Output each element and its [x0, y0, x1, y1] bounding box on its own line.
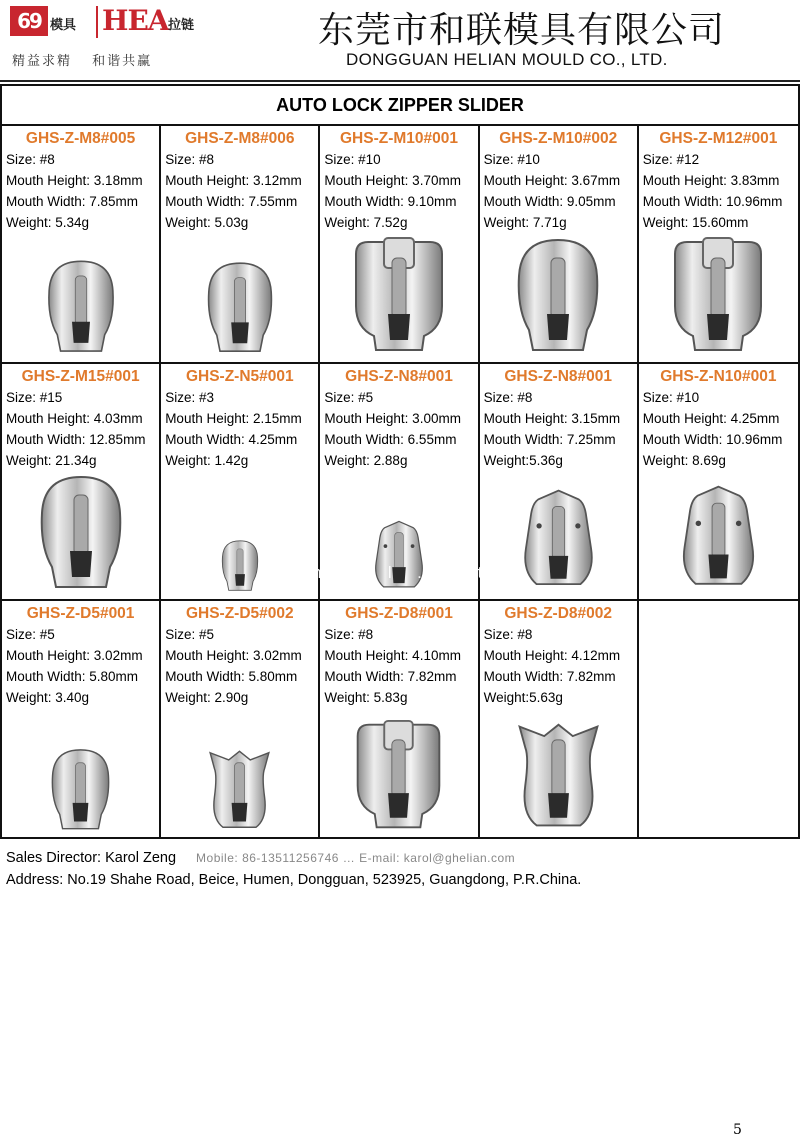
product-weight: Weight: 2.90g: [165, 690, 249, 706]
product-size: Size: #8: [165, 152, 214, 167]
product-code: GHS-Z-D8#001: [345, 605, 453, 623]
logo-divider: [96, 6, 98, 38]
product-weight: Weight: 2.88g: [324, 452, 408, 468]
product-code: GHS-Z-M15#001: [21, 367, 140, 385]
product-code: GHS-Z-M8#005: [25, 130, 136, 147]
product-mouth-height: Mouth Height: 3.18mm: [6, 173, 143, 188]
product-weight: Weight: 3.40g: [6, 690, 90, 706]
product-cell: [480, 601, 639, 839]
product-code: GHS-Z-M12#001: [659, 130, 778, 147]
slider-photo: [161, 539, 318, 593]
product-cell: [2, 126, 161, 364]
product-cell: [161, 364, 320, 602]
product-weight: Weight: 5.83g: [324, 690, 408, 706]
product-size: Size: #10: [483, 152, 540, 167]
watermark: n … l … Ltd: [312, 563, 512, 582]
product-mouth-height: Mouth Height: 4.10mm: [324, 648, 461, 664]
slider-photo: [2, 258, 159, 356]
slider-photo: [639, 483, 798, 593]
product-size: Size: #10: [642, 389, 700, 405]
product-mouth-width: Mouth Width: 9.05mm: [483, 194, 616, 209]
product-code: GHS-Z-M10#001: [339, 130, 458, 147]
slider-photo: [480, 719, 637, 833]
product-size: Size: #12: [642, 152, 700, 167]
product-mouth-height: Mouth Height: 3.02mm: [165, 648, 302, 664]
product-cell: [480, 126, 639, 364]
product-size: Size: #10: [324, 152, 381, 167]
product-mouth-width: Mouth Width: 9.10mm: [324, 194, 457, 209]
product-size: Size: #8: [483, 627, 533, 643]
product-code: GHS-Z-D5#002: [185, 605, 294, 623]
product-weight: Weight: 7.52g: [324, 215, 408, 230]
sales-director: Sales Director: Karol Zeng: [6, 850, 177, 866]
logo-mark: 69: [10, 6, 48, 36]
slider-photo: [2, 473, 159, 593]
slider-photo: [480, 236, 637, 356]
product-size: Size: #5: [165, 627, 214, 643]
product-code: GHS-Z-N10#001: [660, 367, 777, 385]
product-mouth-height: Mouth Height: 3.83mm: [642, 173, 780, 188]
product-mouth-width: Mouth Width: 5.80mm: [165, 669, 298, 685]
product-weight: Weight: 15.60mm: [642, 215, 749, 230]
product-mouth-width: Mouth Width: 10.96mm: [642, 431, 783, 447]
product-mouth-height: Mouth Height: 3.02mm: [6, 648, 143, 664]
product-weight: Weight: 5.03g: [165, 215, 249, 230]
slider-photo: [320, 719, 477, 833]
product-weight: Weight: 5.34g: [6, 215, 90, 230]
product-size: Size: #3: [165, 389, 214, 405]
product-cell: [639, 126, 798, 364]
product-size: Size: #8: [483, 389, 533, 405]
product-mouth-height: Mouth Height: 3.12mm: [165, 173, 302, 188]
slider-photo: [161, 747, 318, 833]
product-cell: [2, 364, 161, 602]
product-code: GHS-Z-D5#001: [26, 605, 135, 623]
product-mouth-width: Mouth Width: 10.96mm: [642, 194, 783, 209]
product-cell: [161, 601, 320, 839]
product-mouth-height: Mouth Height: 3.00mm: [324, 410, 461, 426]
product-mouth-width: Mouth Width: 7.82mm: [324, 669, 457, 685]
product-weight: Weight: 21.34g: [6, 452, 97, 468]
product-code: GHS-Z-N5#001: [185, 367, 294, 385]
company-logo: [10, 4, 210, 70]
page-number: 5: [733, 1122, 742, 1138]
product-weight: Weight:5.63g: [483, 690, 563, 706]
header-rule: [0, 80, 800, 82]
slider-photo: [639, 236, 798, 356]
company-name-chinese: 东莞市和联模具有限公司: [318, 10, 726, 51]
company-name-english: DONGGUAN HELIAN MOULD CO., LTD.: [346, 50, 668, 69]
logo-slogan: 精益求精 和谐共赢: [12, 54, 153, 69]
product-code: GHS-Z-N8#001: [345, 367, 453, 385]
product-cell: [161, 126, 320, 364]
empty-cell: [639, 601, 798, 839]
product-mouth-width: Mouth Width: 6.55mm: [324, 431, 457, 447]
product-cell: [320, 601, 479, 839]
product-weight: Weight: 1.42g: [165, 452, 249, 468]
product-mouth-height: Mouth Height: 3.67mm: [483, 173, 621, 188]
product-size: Size: #15: [6, 389, 63, 405]
product-code: GHS-Z-M10#002: [499, 130, 618, 147]
product-mouth-height: Mouth Height: 3.70mm: [324, 173, 461, 188]
product-mouth-width: Mouth Width: 7.85mm: [6, 194, 139, 209]
product-mouth-width: Mouth Width: 5.80mm: [6, 669, 139, 685]
product-code: GHS-Z-N8#001: [504, 367, 613, 385]
product-mouth-height: Mouth Height: 3.15mm: [483, 410, 621, 426]
catalog-title: AUTO LOCK ZIPPER SLIDER: [2, 86, 798, 126]
catalog-table: [0, 84, 800, 839]
product-grid: [2, 126, 798, 839]
product-mouth-width: Mouth Width: 7.25mm: [483, 431, 616, 447]
logo-text-zipper: 拉链: [168, 18, 195, 33]
product-weight: Weight:5.36g: [483, 452, 563, 468]
product-size: Size: #5: [324, 389, 374, 405]
footer-sales-line: [6, 850, 515, 866]
slider-photo: [161, 260, 318, 356]
product-mouth-width: Mouth Width: 7.55mm: [165, 194, 298, 209]
product-code: GHS-Z-D8#002: [504, 605, 613, 623]
product-mouth-height: Mouth Height: 4.25mm: [642, 410, 780, 426]
product-cell: [320, 126, 479, 364]
product-mouth-width: Mouth Width: 7.82mm: [483, 669, 616, 685]
product-mouth-height: Mouth Height: 4.03mm: [6, 410, 143, 426]
slider-photo: [2, 747, 159, 833]
product-weight: Weight: 7.71g: [483, 215, 567, 230]
product-code: GHS-Z-M8#006: [185, 130, 295, 147]
product-size: Size: #8: [6, 152, 55, 167]
product-mouth-height: Mouth Height: 2.15mm: [165, 410, 302, 426]
logo-brand: HEA: [102, 4, 169, 37]
slider-photo: [320, 236, 477, 356]
product-cell: [2, 601, 161, 839]
product-size: Size: #5: [6, 627, 55, 643]
product-mouth-width: Mouth Width: 4.25mm: [165, 431, 298, 447]
product-cell: [639, 364, 798, 602]
footer-address: Address: No.19 Shahe Road, Beice, Humen, Dongguan, 523925, Guangdong, P.R.China.: [6, 872, 582, 888]
logo-text-mould: 模具: [50, 18, 77, 33]
contact-info: Mobile: 86-13511256746 … E-mail: karol@ghelian.com: [196, 851, 516, 865]
product-mouth-width: Mouth Width: 12.85mm: [6, 431, 146, 447]
product-weight: Weight: 8.69g: [642, 452, 726, 468]
product-size: Size: #8: [324, 627, 374, 643]
product-mouth-height: Mouth Height: 4.12mm: [483, 648, 621, 664]
